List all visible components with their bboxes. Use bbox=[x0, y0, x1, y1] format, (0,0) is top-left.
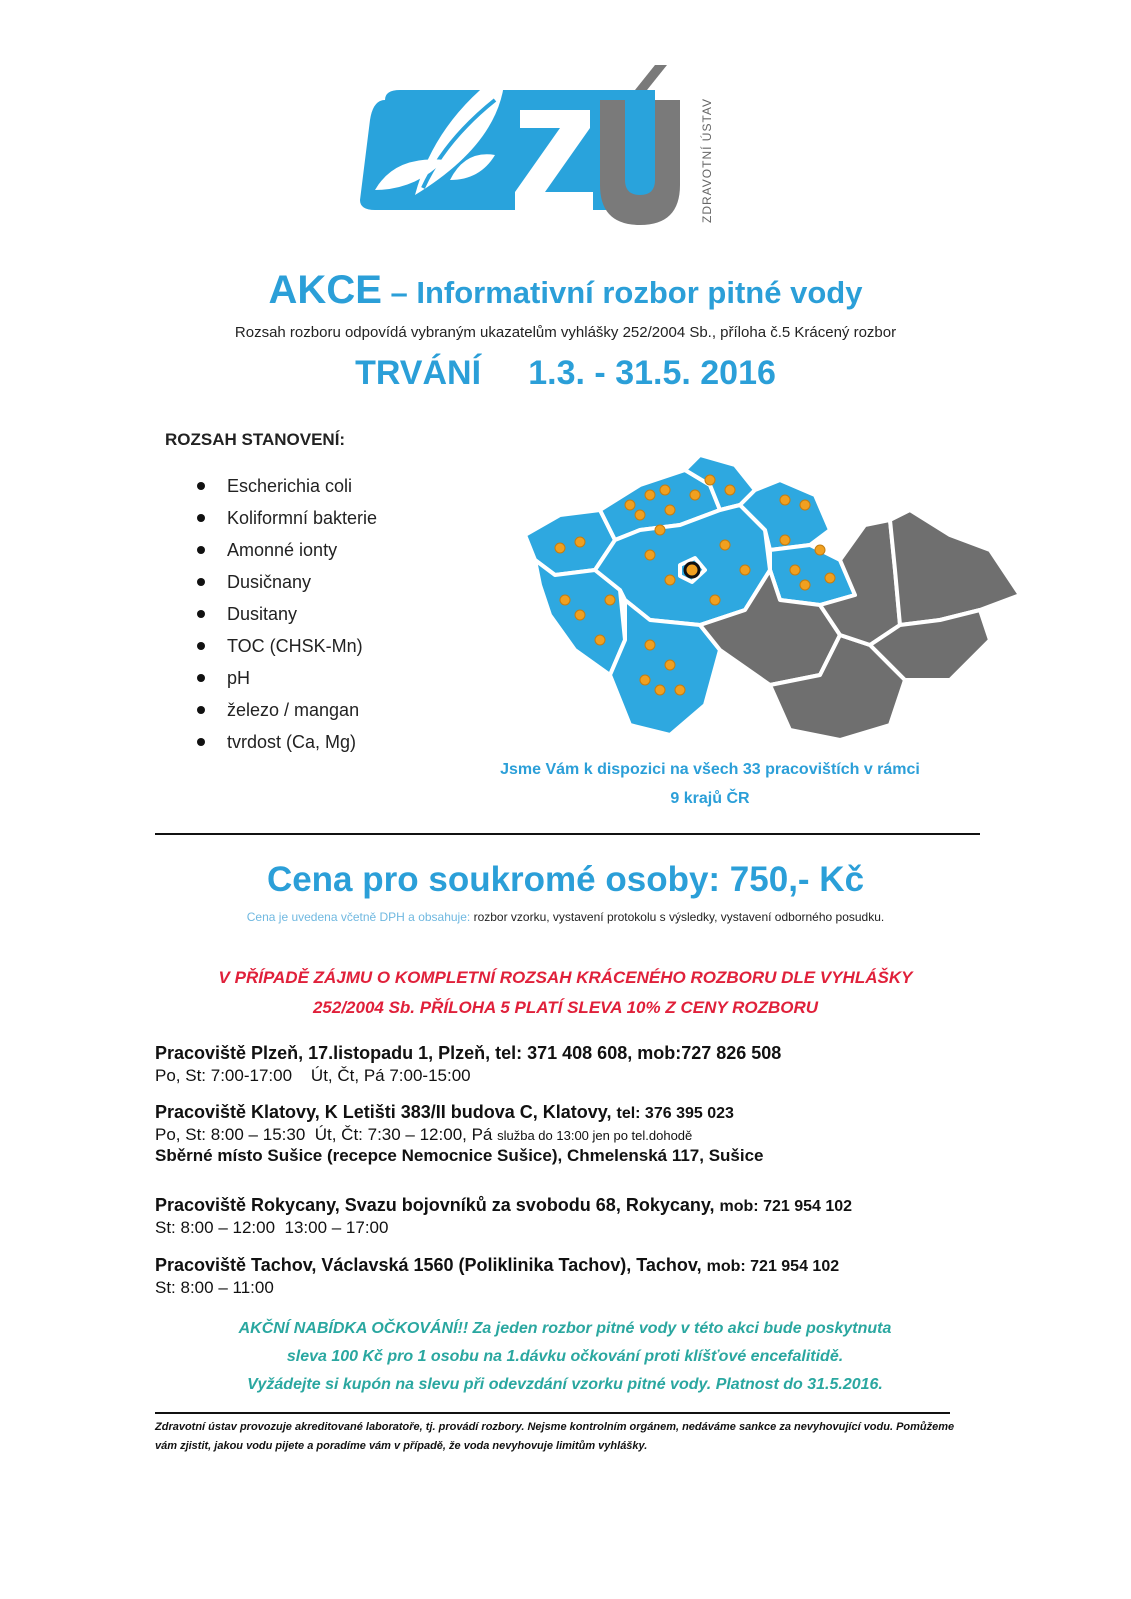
map-caption-line1: Jsme Vám k dispozici na všech 33 pracovištích v rámci bbox=[500, 761, 920, 778]
office-hours: Po, St: 8:00 – 15:30 Út, Čt: 7:30 – 12:00, Pá služba do 13:00 jen po tel.dohodě bbox=[155, 1125, 693, 1144]
map-dot bbox=[825, 573, 835, 583]
map-dot bbox=[595, 635, 605, 645]
bullet-icon bbox=[197, 482, 205, 490]
map-dot bbox=[780, 535, 790, 545]
price-heading: Cena pro soukromé osoby: 750,- Kč bbox=[266, 860, 865, 899]
office-address: Pracoviště Rokycany, Svazu bojovníků za svobodu 68, Rokycany, mob: 721 954 102 bbox=[155, 1195, 853, 1215]
map-dot bbox=[720, 540, 730, 550]
scope-heading: ROZSAH STANOVENÍ: bbox=[165, 430, 346, 449]
map-dot bbox=[815, 545, 825, 555]
list-item: železo / mangan bbox=[195, 694, 377, 726]
list-item: Escherichia coli bbox=[195, 470, 377, 502]
map-dot bbox=[790, 565, 800, 575]
map-dot bbox=[645, 640, 655, 650]
list-item: Dusičnany bbox=[195, 566, 377, 598]
map-dot bbox=[675, 685, 685, 695]
map-dot bbox=[555, 543, 565, 553]
price-note bbox=[0, 910, 1131, 924]
bullet-icon bbox=[197, 642, 205, 650]
office-hours: St: 8:00 – 11:00 bbox=[155, 1278, 274, 1297]
office-address: Pracoviště Plzeň, 17.listopadu 1, Plzeň, tel: 371 408 608, mob:727 826 508 bbox=[155, 1043, 782, 1063]
map-dot bbox=[635, 510, 645, 520]
discount-notice bbox=[160, 963, 971, 1023]
footer-divider bbox=[155, 1412, 950, 1414]
discount-line1: V PŘÍPADĚ ZÁJMU O KOMPLETNÍ ROZSAH KRÁCENÉHO ROZBORU DLE VYHLÁŠKY bbox=[218, 968, 913, 987]
office-hours: Po, St: 7:00-17:00 Út, Čt, Pá 7:00-15:00 bbox=[155, 1066, 471, 1085]
logo-side-text: ZDRAVOTNÍ ÚSTAV bbox=[700, 97, 714, 223]
list-item: Koliformní bakterie bbox=[195, 502, 377, 534]
list-item: pH bbox=[195, 662, 377, 694]
map-dot bbox=[575, 610, 585, 620]
map-caption bbox=[440, 755, 980, 813]
office-tachov bbox=[155, 1255, 839, 1298]
region-moravskoslezsky bbox=[890, 510, 1020, 625]
list-item: Dusitany bbox=[195, 598, 377, 630]
offer-line1: AKČNÍ NABÍDKA OČKOVÁNÍ!! Za jeden rozbor pitné vody v této akci bude poskytnuta bbox=[238, 1320, 892, 1337]
bullet-icon bbox=[197, 610, 205, 618]
map-dot bbox=[660, 485, 670, 495]
logo-accent bbox=[635, 65, 667, 90]
map-dot bbox=[575, 537, 585, 547]
map-dot bbox=[725, 485, 735, 495]
map-dot bbox=[665, 505, 675, 515]
list-item: TOC (CHSK-Mn) bbox=[195, 630, 377, 662]
map-dot bbox=[780, 495, 790, 505]
office-klatovy bbox=[155, 1102, 764, 1166]
map-dot bbox=[625, 500, 635, 510]
office-hours: St: 8:00 – 12:00 13:00 – 17:00 bbox=[155, 1218, 389, 1237]
map-dot bbox=[740, 565, 750, 575]
bullet-icon bbox=[197, 514, 205, 522]
bullet-icon bbox=[197, 578, 205, 586]
office-rokycany bbox=[155, 1195, 852, 1238]
office-phone: tel: 376 395 023 bbox=[616, 1105, 734, 1122]
divider bbox=[155, 833, 980, 835]
map-dot bbox=[560, 595, 570, 605]
office-phone: mob: 721 954 102 bbox=[719, 1198, 853, 1215]
offer-line3: Vyžádejte si kupón na slevu při odevzdání vzorku pitné vody. Platnost do 31.5.2016. bbox=[247, 1376, 883, 1393]
bullet-icon bbox=[197, 674, 205, 682]
map-dot bbox=[645, 550, 655, 560]
discount-line2: 252/2004 Sb. PŘÍLOHA 5 PLATÍ SLEVA 10% Z CENY ROZBORU bbox=[312, 998, 819, 1017]
scope-list bbox=[195, 470, 377, 758]
map-dot bbox=[640, 675, 650, 685]
office-address: Pracoviště Klatovy, K Letišti 383/II budova C, Klatovy, tel: 376 395 023 bbox=[155, 1102, 734, 1122]
map-dot bbox=[655, 525, 665, 535]
title-rest: – Informativní rozbor pitné vody bbox=[381, 275, 863, 310]
map-dot bbox=[665, 660, 675, 670]
office-collection-point: Sběrné místo Sušice (recepce Nemocnice Sušice), Chmelenská 117, Sušice bbox=[155, 1146, 764, 1165]
map-caption-line2: 9 krajů ČR bbox=[670, 790, 750, 807]
map-dot bbox=[605, 595, 615, 605]
map-dot bbox=[710, 595, 720, 605]
map-dot bbox=[690, 490, 700, 500]
map-dot bbox=[645, 490, 655, 500]
map-dot-praha bbox=[685, 563, 699, 577]
title-akce: AKCE bbox=[268, 268, 382, 312]
offer-line2: sleva 100 Kč pro 1 osobu na 1.dávku očkování proti klíšťové encefalitidě. bbox=[286, 1348, 844, 1365]
vaccination-offer bbox=[140, 1315, 990, 1399]
page-title bbox=[0, 268, 1131, 313]
bullet-icon bbox=[197, 706, 205, 714]
duration: TRVÁNÍ 1.3. - 31.5. 2016 bbox=[355, 354, 776, 392]
map-dot bbox=[655, 685, 665, 695]
zu-logo bbox=[355, 60, 735, 235]
office-plzen bbox=[155, 1043, 781, 1086]
office-hours-note: služba do 13:00 jen po tel.dohodě bbox=[497, 1128, 693, 1143]
list-item: tvrdost (Ca, Mg) bbox=[195, 726, 377, 758]
bullet-icon bbox=[197, 738, 205, 746]
price-note-rest: rozbor vzorku, vystavení protokolu s výsledky, vystavení odborného posudku. bbox=[470, 910, 885, 924]
map-dot bbox=[705, 475, 715, 485]
czech-map bbox=[520, 450, 1040, 750]
bullet-icon bbox=[197, 546, 205, 554]
list-item: Amonné ionty bbox=[195, 534, 377, 566]
office-address: Pracoviště Tachov, Václavská 1560 (Poliklinika Tachov), Tachov, mob: 721 954 102 bbox=[155, 1255, 840, 1275]
page-subtitle: Rozsah rozboru odpovídá vybraným ukazatelům vyhlášky 252/2004 Sb., příloha č.5 Krácený rozbor bbox=[234, 324, 897, 341]
map-dot bbox=[800, 580, 810, 590]
footer-disclaimer: Zdravotní ústav provozuje akreditované laboratoře, tj. provádí rozbory. Nejsme kontrolním orgánem, nedáváme sankce za nevyhovující vodu. Pomůžeme vám zjistit, jakou vodu pijete a poradíme vám v případě, že voda nevyhovuje limitům vyhlášky. bbox=[155, 1421, 955, 1452]
map-dot bbox=[800, 500, 810, 510]
price-note-lead: Cena je uvedena včetně DPH a obsahuje: bbox=[246, 910, 471, 924]
office-phone: mob: 721 954 102 bbox=[706, 1258, 840, 1275]
map-dot bbox=[665, 575, 675, 585]
